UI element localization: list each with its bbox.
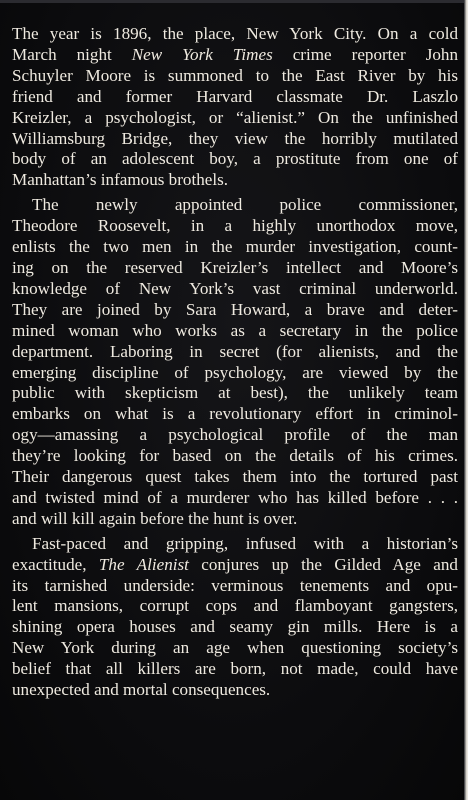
blurb-paragraph-1 (12, 24, 458, 191)
text-line: Manhattan’s infamous brothels. (12, 170, 229, 190)
text-line: enlists the two men in the murder investigation, count- (12, 237, 458, 257)
text-line: mined woman who works as a secretary in the police (12, 320, 458, 340)
text-line: emerging discipline of psychology, are viewed by the (12, 362, 458, 382)
text-line: belief that all killers are born, not made, could have (12, 659, 458, 679)
text-line: New York during an age when questioning society’s (12, 638, 458, 658)
text-line: and will kill again before the hunt is over. (12, 508, 298, 528)
text-line: Fast-paced and gripping, infused with a historian’s (32, 533, 458, 553)
text-line: Their dangerous quest takes them into the tortured past (12, 467, 458, 487)
text-line: unexpected and mortal consequences. (12, 680, 271, 700)
text-line: exactitude, The Alienist conjures up the Gilded Age and (12, 554, 458, 574)
text-line: Theodore Roosevelt, in a highly unorthodox move, (12, 216, 458, 236)
text-line: shining opera houses and seamy gin mills. Here is a (12, 617, 458, 637)
blurb-paragraph-3 (12, 534, 458, 701)
text-line: The newly appointed police commissioner, (32, 195, 458, 215)
text-line: friend and former Harvard classmate Dr. Laszlo (12, 86, 458, 106)
blurb-paragraph-2 (12, 195, 458, 530)
text-line: knowledge of New York’s vast criminal underworld. (12, 278, 458, 298)
text-line: Kreizler, a psychologist, or “alienist.” On the unfinished (12, 107, 458, 127)
book-title: The Alienist (98, 554, 189, 574)
text-line: lent mansions, corrupt cops and flamboyant gangsters, (12, 596, 458, 616)
newspaper-title: New York Times (131, 44, 273, 64)
text-line: embarks on what is a revolutionary effort in criminol- (12, 404, 458, 424)
text-line: Schuyler Moore is summoned to the East River by his (12, 65, 458, 85)
text-line: Williamsburg Bridge, they view the horribly mutilated (12, 128, 458, 148)
text-line: its tarnished underside: verminous tenements and opu- (12, 575, 458, 595)
text-line: public with skepticism at best), the unlikely team (12, 383, 458, 403)
text-line: body of an adolescent boy, a prostitute from one of (12, 149, 458, 169)
blurb-text (12, 24, 458, 701)
text-line: ogy—amassing a psychological profile of the man (12, 425, 458, 445)
cover-page-edge (464, 0, 468, 800)
cover-top-edge (0, 0, 468, 3)
text-line: ing on the reserved Kreizler’s intellect and Moore’s (12, 257, 458, 277)
text-line: They are joined by Sara Howard, a brave and deter- (12, 299, 458, 319)
text-line: they’re looking for based on the details of his crimes. (12, 446, 458, 466)
text-line: department. Laboring in secret (for alienists, and the (12, 341, 458, 361)
text-line: and twisted mind of a murderer who has killed before . . . (12, 487, 458, 507)
text-line: March night New York Times crime reporter John (12, 44, 458, 64)
text-line: The year is 1896, the place, New York City. On a cold (12, 24, 458, 43)
